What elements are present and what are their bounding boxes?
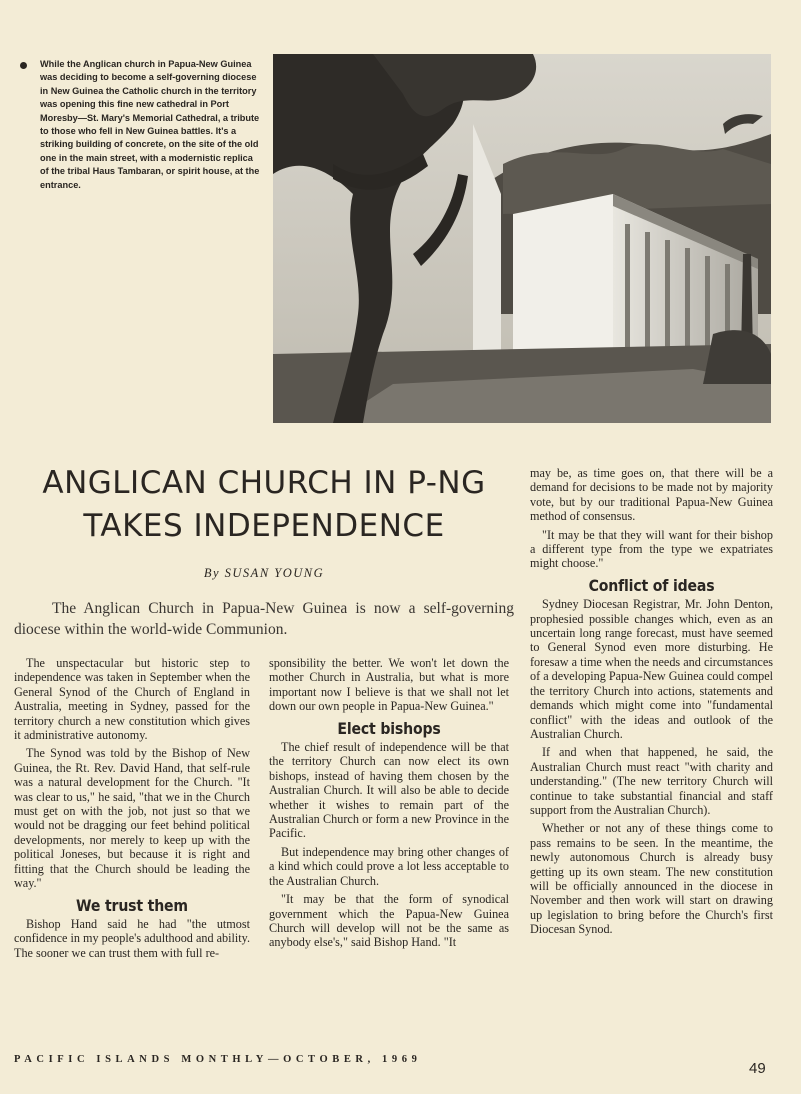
column-3 [530, 466, 773, 941]
paragraph: The unspectacular but historic step to independence was taken in September when the General Synod of the Church of England in Australia, meeting in Sydney, passed for the territory church a new constitution which gives it administrative autonomy. [14, 656, 250, 743]
headline-line-2: TAKES INDEPENDENCE [83, 508, 445, 544]
paragraph: sponsibility the better. We won't let down the mother Church in Australia, but what is more important now I believe is that we shall not let down our own people in Papua-New Guinea." [269, 656, 509, 714]
photo-caption [20, 58, 260, 192]
paragraph: If and when that happened, he said, the Australian Church must react "with charity and understanding." (The new territory Church will continue to take substantial financial and staff support from the Australian Church). [530, 745, 773, 817]
headline-line-1: ANGLICAN CHURCH IN P-NG [42, 465, 486, 501]
caption-text: While the Anglican church in Papua-New Guinea was deciding to become a self-governing diocese in New Guinea the Catholic church in the territory was opening this fine new cathedral in Port Moresby—St. Mary's Memorial Cathedral, a tribute to those who fell in New Guinea battles. It's a striking building of concrete, on the site of the old one in the main street, with a modernistic replica of the tribal Haus Tambaran, or spirit house, at the entrance. [40, 59, 260, 190]
byline: By SUSAN YOUNG [203, 566, 325, 580]
column-1 [14, 656, 250, 964]
article-headline [14, 462, 514, 548]
paragraph: Whether or not any of these things come to pass remains to be seen. In the meantime, the newly autonomous Church is already busy getting up its own steam. The new constitution will be officially announced in the diocese in November and then work will start on drawing up legislation to bring before the Church's first Diocesan Synod. [530, 821, 773, 937]
cathedral-photo [273, 54, 771, 423]
paragraph: Bishop Hand said he had "the utmost confidence in my people's adulthood and ability. The sooner we can trust them with full re- [14, 916, 250, 960]
column-2 [269, 656, 509, 954]
paragraph: The chief result of independence will be that the territory Church can now elect its own bishops, instead of having them chosen by the Australian Church. It will also be able to decide whether it wishes to remain part of the Australian Church or form a new Province in the Pacific. [269, 740, 509, 841]
subhead-elect-bishops: Elect bishops [337, 718, 441, 738]
paragraph: "It may be that the form of synodical government which the Papua-New Guinea Church will develop will not be the same as anybody else's," said Bishop Hand. "It [269, 892, 509, 950]
subhead-we-trust-them: We trust them [76, 895, 188, 915]
standfirst-text: The Anglican Church in Papua-New Guinea is now a self-governing diocese within the world-wide Communion. [14, 600, 514, 638]
paragraph: But independence may bring other changes of a kind which could prove a lot less acceptable to the Australian Church. [269, 844, 509, 888]
page-number: 49 [749, 1060, 766, 1077]
paragraph: The Synod was told by the Bishop of New Guinea, the Rt. Rev. David Hand, that self-rule was a natural development for the Church. "It was clear to us," he said, "that we in the Church must get on with the job, not just so that we would not be dragging our feet behind political developments, nor merely to keep up with the political Joneses, but because it is right and fitting that the Church should be leading the way." [14, 746, 250, 891]
paragraph: Sydney Diocesan Registrar, Mr. John Denton, prophesied possible changes which, even as an uncertain long range forecast, must have seemed to General Synod even more disturbing. He foresaw a time when the needs and circumstances of a developing Papua-New Guinea could compel the territory Church into actions, statements and demands which might come into "fundamental conflict" with the ideas and outlook of the Australian Church. [530, 597, 773, 741]
masthead-footer: PACIFIC ISLANDS MONTHLY—OCTOBER, 1969 [14, 1054, 422, 1065]
standfirst [14, 598, 514, 640]
paragraph: may be, as time goes on, that there will be a demand for decisions to be made not by majority vote, but by our traditional Papua-New Guinea method of consensus. [530, 466, 773, 524]
bullet-icon [20, 62, 27, 69]
paragraph: "It may be that they will want for their bishop a different type from the type we expatriates might choose." [530, 527, 773, 571]
subhead-conflict-of-ideas: Conflict of ideas [588, 575, 715, 595]
